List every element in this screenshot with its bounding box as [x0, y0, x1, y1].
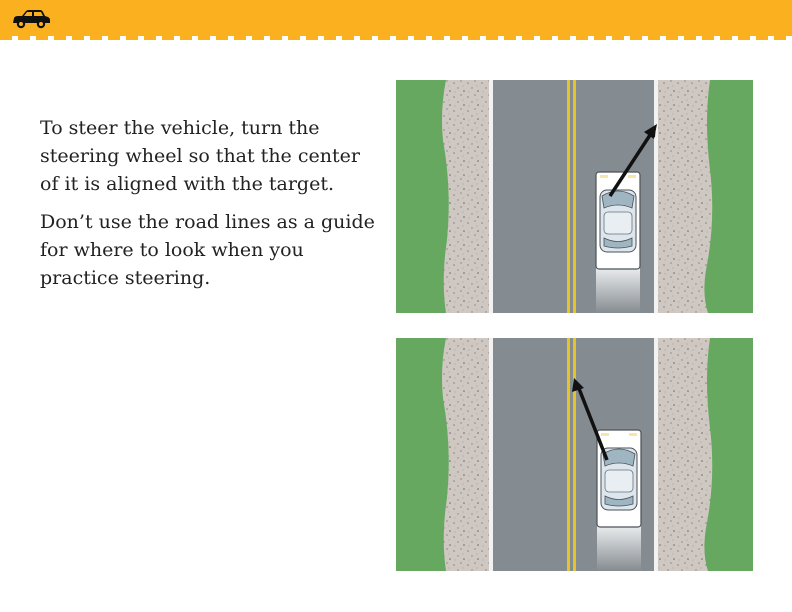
gravel-shoulder-right: [658, 80, 712, 313]
instruction-text: [40, 114, 380, 302]
paragraph-steer: To steer the vehicle, turn the steering wheel so that the center of it is aligned with the target.: [40, 117, 360, 195]
gravel-shoulder-right: [658, 338, 712, 571]
steering-diagram-correct: [396, 80, 753, 313]
car-icon: [10, 8, 52, 30]
header-bar: [0, 0, 792, 36]
paragraph-road-lines: Don’t use the road lines as a guide for where to look when you practice steering.: [40, 211, 375, 289]
road-edge-line-left: [489, 80, 493, 313]
center-line: [567, 338, 570, 571]
car: [597, 430, 641, 527]
gravel-shoulder-left: [442, 338, 489, 571]
gravel-shoulder-left: [442, 80, 489, 313]
car-shadow: [596, 268, 640, 313]
road-edge-line-right: [654, 338, 658, 571]
center-line: [567, 80, 570, 313]
steering-diagram-incorrect: [396, 338, 753, 571]
car-shadow: [597, 526, 641, 571]
road-edge-line-left: [489, 338, 493, 571]
road-edge-line-right: [654, 80, 658, 313]
header-dashed-edge: [0, 36, 792, 40]
